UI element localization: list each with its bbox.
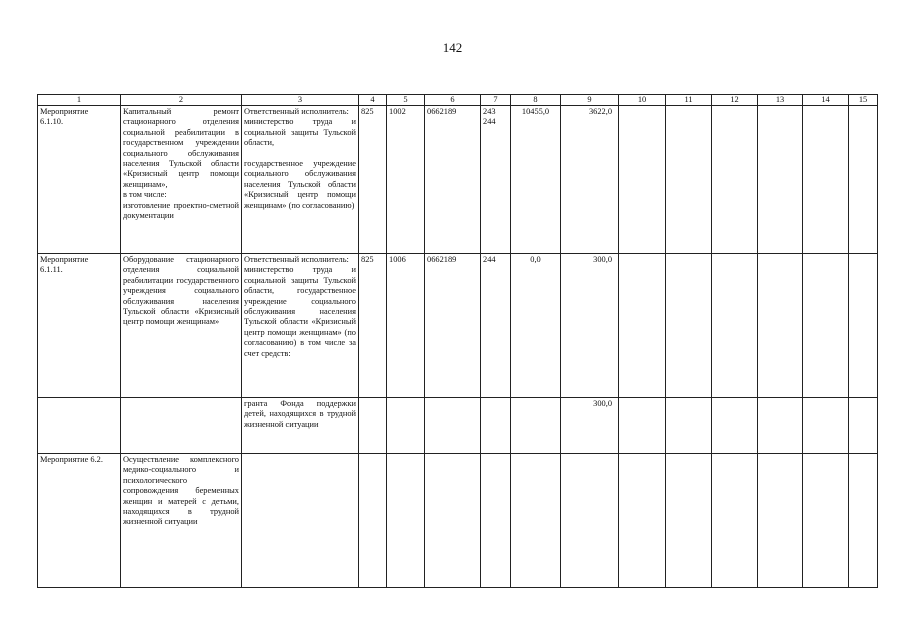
amount-cell: 10455,0 bbox=[511, 106, 561, 254]
empty-cell bbox=[758, 106, 803, 254]
header-cell: 9 bbox=[561, 95, 619, 106]
empty-cell bbox=[803, 398, 849, 454]
empty-cell bbox=[121, 398, 242, 454]
empty-cell bbox=[712, 398, 758, 454]
measure-name-cell: Мероприятие 6.2. bbox=[38, 454, 121, 588]
empty-cell bbox=[803, 254, 849, 398]
amount-cell bbox=[511, 454, 561, 588]
measure-name-cell: Мероприятие 6.1.11. bbox=[38, 254, 121, 398]
empty-cell bbox=[666, 454, 712, 588]
empty-cell bbox=[712, 106, 758, 254]
code-cell: 1002 bbox=[387, 106, 425, 254]
amount-cell: 300,0 bbox=[561, 254, 619, 398]
empty-cell bbox=[849, 454, 878, 588]
measure-description-cell: Осуществление комплексного медико-социального и психологического сопровождения беременных женщин и матерей с детьми, находящихся в трудной жизненной ситуации bbox=[121, 454, 242, 588]
header-cell: 12 bbox=[712, 95, 758, 106]
code-cell bbox=[387, 398, 425, 454]
empty-cell bbox=[712, 254, 758, 398]
responsible-executor-cell: Ответственный исполнитель: министерство труда и социальной защиты Тульской области, государственное учреждение социального обслуживания населения Тульской области «Кризисный центр помощи женщинам» (по согласованию) в том числе за счет средств: bbox=[242, 254, 359, 398]
code-cell bbox=[387, 454, 425, 588]
code-cell: 244 bbox=[481, 254, 511, 398]
header-cell: 8 bbox=[511, 95, 561, 106]
code-cell: 243 244 bbox=[481, 106, 511, 254]
table-row bbox=[38, 398, 878, 454]
empty-cell bbox=[849, 106, 878, 254]
header-cell: 5 bbox=[387, 95, 425, 106]
code-cell: 825 bbox=[359, 254, 387, 398]
empty-cell bbox=[758, 398, 803, 454]
code-cell: 825 bbox=[359, 106, 387, 254]
responsible-executor-cell bbox=[242, 454, 359, 588]
header-cell: 6 bbox=[425, 95, 481, 106]
header-cell: 14 bbox=[803, 95, 849, 106]
table-row bbox=[38, 254, 878, 398]
code-cell bbox=[359, 454, 387, 588]
table-row bbox=[38, 454, 878, 588]
program-table bbox=[37, 94, 878, 588]
empty-cell bbox=[758, 454, 803, 588]
empty-cell bbox=[803, 454, 849, 588]
code-cell bbox=[425, 454, 481, 588]
code-cell: 1006 bbox=[387, 254, 425, 398]
header-cell: 13 bbox=[758, 95, 803, 106]
empty-cell bbox=[38, 398, 121, 454]
amount-cell bbox=[511, 398, 561, 454]
empty-cell bbox=[849, 398, 878, 454]
header-cell: 2 bbox=[121, 95, 242, 106]
code-cell: 0662189 bbox=[425, 254, 481, 398]
amount-cell bbox=[561, 454, 619, 588]
header-cell: 7 bbox=[481, 95, 511, 106]
responsible-executor-cell: Ответственный исполнитель: министерство труда и социальной защиты Тульской области, государственное учреждение социального обслуживания населения Тульской области «Кризисный центр помощи женщинам» (по согласованию) bbox=[242, 106, 359, 254]
measure-description-cell: Оборудование стационарного отделения социальной реабилитации государственного учреждения социального обслуживания населения Тульской области «Кризисный центр помощи женщинам» bbox=[121, 254, 242, 398]
empty-cell bbox=[849, 254, 878, 398]
header-cell: 11 bbox=[666, 95, 712, 106]
code-cell bbox=[425, 398, 481, 454]
measure-name-cell: Мероприятие 6.1.10. bbox=[38, 106, 121, 254]
empty-cell bbox=[666, 106, 712, 254]
empty-cell bbox=[666, 398, 712, 454]
amount-cell: 3622,0 bbox=[561, 106, 619, 254]
page-number: 142 bbox=[442, 40, 463, 55]
amount-cell: 0,0 bbox=[511, 254, 561, 398]
header-cell: 4 bbox=[359, 95, 387, 106]
code-cell bbox=[481, 454, 511, 588]
code-cell bbox=[481, 398, 511, 454]
header-cell: 10 bbox=[619, 95, 666, 106]
table-row bbox=[38, 106, 878, 254]
empty-cell bbox=[666, 254, 712, 398]
code-cell bbox=[359, 398, 387, 454]
empty-cell bbox=[619, 254, 666, 398]
empty-cell bbox=[803, 106, 849, 254]
empty-cell bbox=[619, 454, 666, 588]
table-header-row bbox=[38, 95, 878, 106]
measure-description-cell: Капитальный ремонт стационарного отделения социальной реабилитации в государственном учреждении социального обслуживания населения Тульской области «Кризисный центр помощи женщинам», в том числе: изготовление проектно-сметной документации bbox=[121, 106, 242, 254]
empty-cell bbox=[619, 398, 666, 454]
header-cell: 3 bbox=[242, 95, 359, 106]
empty-cell bbox=[712, 454, 758, 588]
header-cell: 15 bbox=[849, 95, 878, 106]
amount-cell: 300,0 bbox=[561, 398, 619, 454]
code-cell: 0662189 bbox=[425, 106, 481, 254]
empty-cell bbox=[758, 254, 803, 398]
header-cell: 1 bbox=[38, 95, 121, 106]
empty-cell bbox=[619, 106, 666, 254]
funding-source-cell: гранта Фонда поддержки детей, находящихся в трудной жизненной ситуации bbox=[242, 398, 359, 454]
